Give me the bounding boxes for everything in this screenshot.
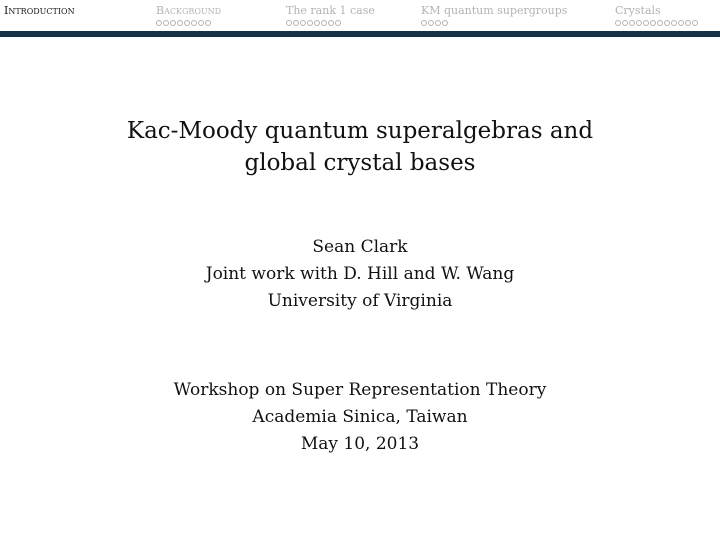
nav-slide-dot[interactable] [163, 20, 169, 26]
nav-slide-dot[interactable] [156, 20, 162, 26]
nav-section-background[interactable] [156, 4, 221, 27]
nav-slide-dot[interactable] [650, 20, 656, 26]
author-name: Sean Clark [312, 237, 408, 257]
nav-dots-rank1[interactable] [286, 20, 375, 27]
nav-label-background[interactable]: Background [156, 4, 222, 17]
nav-label-crystals[interactable]: Crystals [615, 4, 661, 17]
nav-dots-km-supergroups[interactable] [421, 20, 567, 27]
nav-label-introduction[interactable]: Introduction [4, 4, 75, 17]
title-line-1: Kac-Moody quantum superalgebras and [126, 118, 594, 144]
nav-slide-dot[interactable] [328, 20, 334, 26]
event-location: Academia Sinica, Taiwan [252, 407, 468, 427]
nav-dots-background[interactable] [156, 20, 221, 27]
nav-slide-dot[interactable] [198, 20, 204, 26]
nav-slide-dot[interactable] [191, 20, 197, 26]
nav-slide-dot[interactable] [636, 20, 642, 26]
nav-slide-dot[interactable] [442, 20, 448, 26]
presentation-title [0, 115, 720, 179]
nav-slide-dot[interactable] [170, 20, 176, 26]
nav-label-km-supergroups[interactable]: KM quantum supergroups [421, 4, 568, 17]
nav-slide-dot[interactable] [286, 20, 292, 26]
nav-slide-dot[interactable] [692, 20, 698, 26]
nav-slide-dot[interactable] [678, 20, 684, 26]
nav-slide-dot[interactable] [629, 20, 635, 26]
nav-slide-dot[interactable] [671, 20, 677, 26]
nav-slide-dot[interactable] [314, 20, 320, 26]
nav-slide-dot[interactable] [435, 20, 441, 26]
nav-section-rank1[interactable] [286, 4, 375, 27]
nav-slide-dot[interactable] [177, 20, 183, 26]
event-date: May 10, 2013 [300, 434, 420, 454]
event-block [0, 377, 720, 458]
event-name: Workshop on Super Representation Theory [173, 380, 547, 400]
nav-slide-dot[interactable] [428, 20, 434, 26]
nav-slide-dot[interactable] [321, 20, 327, 26]
header-rule [0, 31, 720, 37]
nav-slide-dot[interactable] [335, 20, 341, 26]
nav-dots-crystals[interactable] [615, 20, 698, 27]
joint-work: Joint work with D. Hill and W. Wang [205, 264, 515, 284]
nav-slide-dot[interactable] [657, 20, 663, 26]
nav-slide-dot[interactable] [184, 20, 190, 26]
nav-slide-dot[interactable] [307, 20, 313, 26]
nav-section-crystals[interactable] [615, 4, 698, 27]
section-navigation-bar [0, 0, 720, 31]
nav-section-introduction[interactable] [4, 4, 75, 17]
nav-label-rank1[interactable]: The rank 1 case [286, 4, 375, 17]
nav-slide-dot[interactable] [421, 20, 427, 26]
nav-slide-dot[interactable] [293, 20, 299, 26]
nav-slide-dot[interactable] [664, 20, 670, 26]
nav-slide-dot[interactable] [615, 20, 621, 26]
nav-slide-dot[interactable] [300, 20, 306, 26]
nav-slide-dot[interactable] [205, 20, 211, 26]
author-block [0, 234, 720, 315]
affiliation: University of Virginia [267, 291, 453, 311]
title-line-2: global crystal bases [244, 150, 476, 176]
nav-slide-dot[interactable] [643, 20, 649, 26]
nav-slide-dot[interactable] [685, 20, 691, 26]
nav-slide-dot[interactable] [622, 20, 628, 26]
nav-section-km-supergroups[interactable] [421, 4, 567, 27]
